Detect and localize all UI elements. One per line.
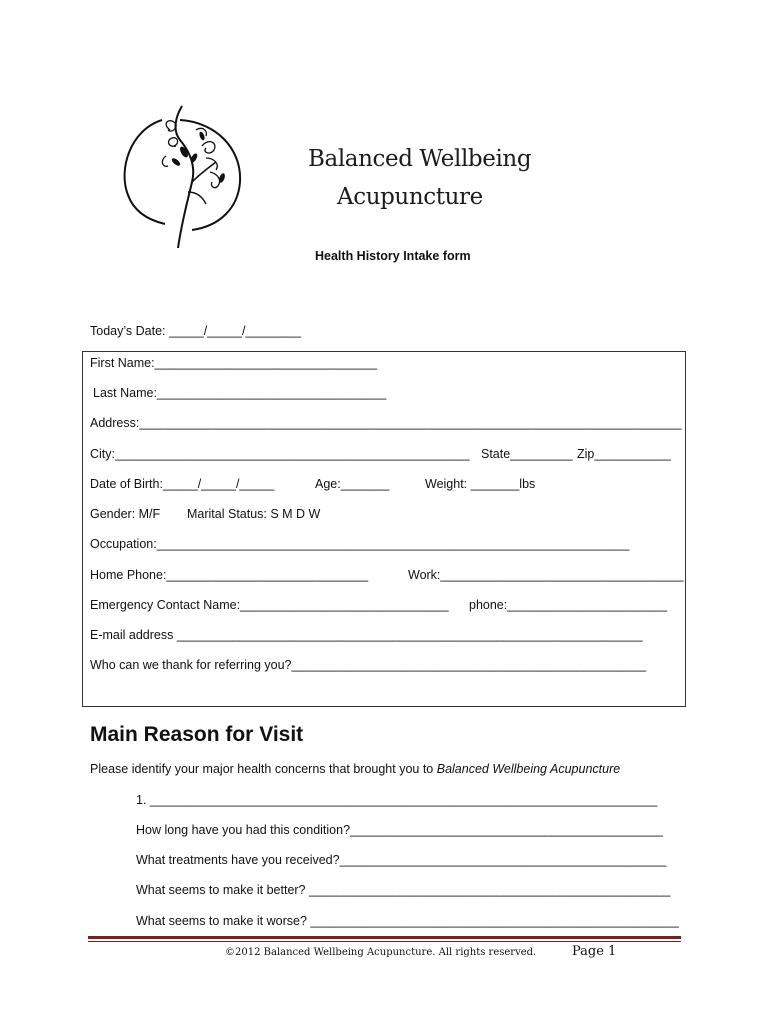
occupation-field[interactable]: Occupation:____________________________________________________________________ (90, 537, 630, 551)
concern-1-field[interactable]: 1. _________________________________________________________________________ (136, 793, 658, 807)
makes-better-field[interactable]: What seems to make it better? ____________________________________________________ (136, 883, 671, 897)
emergency-contact-field[interactable]: Emergency Contact Name:______________________________ (90, 598, 449, 612)
form-title: Health History Intake form (315, 249, 471, 263)
marital-status-field[interactable]: Marital Status: S M D W (187, 507, 321, 521)
main-reason-heading: Main Reason for Visit (90, 723, 304, 746)
tree-circle-logo (110, 100, 250, 255)
page-number: Page 1 (572, 944, 617, 959)
referral-field[interactable]: Who can we thank for referring you?___________________________________________________ (90, 658, 647, 672)
age-field[interactable]: Age:_______ (315, 477, 390, 491)
date-of-birth-field[interactable]: Date of Birth:_____/_____/_____ (90, 477, 275, 491)
email-field[interactable]: E-mail address ___________________________________________________________________ (90, 628, 643, 642)
todays-date-field[interactable]: Today’s Date: _____/_____/________ (90, 324, 302, 338)
zip-field[interactable]: Zip___________ (577, 447, 671, 461)
brand-name-line1: Balanced Wellbeing (308, 146, 532, 172)
main-reason-intro (90, 762, 620, 776)
last-name-field[interactable]: Last Name:_________________________________ (93, 386, 387, 400)
first-name-field[interactable]: First Name:________________________________ (90, 356, 378, 370)
brand-name-line2: Acupuncture (337, 184, 483, 210)
intro-italic-text: Balanced Wellbeing Acupuncture (436, 762, 621, 776)
address-field[interactable]: Address:______________________________________________________________________________ (90, 416, 682, 430)
personal-info-box (82, 351, 686, 707)
makes-worse-field[interactable]: What seems to make it worse? _____________________________________________________ (136, 914, 679, 928)
condition-duration-field[interactable]: How long have you had this condition?_____________________________________________ (136, 823, 663, 837)
intro-text: Please identify your major health concerns that brought you to (90, 762, 437, 776)
treatments-received-field[interactable]: What treatments have you received?_______________________________________________ (136, 853, 667, 867)
copyright-notice: ©2012 Balanced Wellbeing Acupuncture. All rights reserved. (225, 947, 537, 958)
footer-rule-thin (88, 941, 681, 942)
emergency-phone-field[interactable]: phone:_______________________ (469, 598, 668, 612)
footer-rule-thick (88, 936, 681, 939)
home-phone-field[interactable]: Home Phone:_____________________________ (90, 568, 369, 582)
state-field[interactable]: State_________ (481, 447, 573, 461)
weight-field[interactable]: Weight: _______lbs (425, 477, 536, 491)
gender-field[interactable]: Gender: M/F (90, 507, 161, 521)
work-phone-field[interactable]: Work:___________________________________ (408, 568, 684, 582)
city-field[interactable]: City:___________________________________________________ (90, 447, 470, 461)
